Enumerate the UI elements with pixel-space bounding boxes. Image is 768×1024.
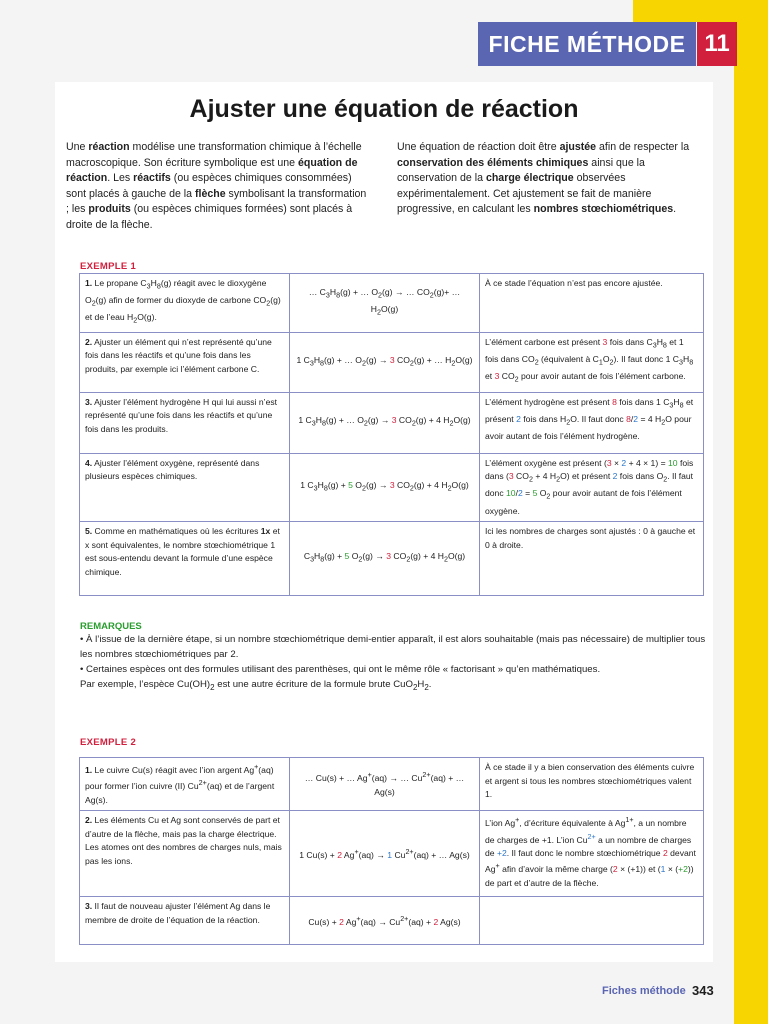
table-row — [80, 522, 704, 596]
equation-cell: Cu(s) + 2 $Ag^+(aq) \to Cu^{2+}(aq) + 2$ Ag(s) — [290, 897, 480, 945]
page-number: 343 — [692, 983, 714, 998]
fiche-number-badge: 11 — [697, 22, 737, 66]
yellow-side-band — [734, 0, 768, 1024]
table-row — [80, 758, 704, 811]
equation-cell: … Cu(s) + … Ag+(aq) → … $Cu^{2+}(aq)$ + … Ag(s) — [290, 758, 480, 811]
intro-right: Une équation de réaction doit être ajustée afin de respecter la conservation des éléments chimiques ainsi que la conservation de la charge électrique observées expérimentalement. Cet ajustement se fait de manière progressive, en calculant les nombres stœchiométriques. — [397, 141, 690, 215]
comment-cell: L’élément hydrogène est présent 8 fois dans 1 $C_3H_8$ et présent 2 fois dans $H_2O$. Il faut donc 8/2 = 4 $H_2O$ pour avoir autant de fois l’élément hydrogène. — [480, 392, 704, 453]
equation-cell: $C_3H_8(g) + 5$ $O_2(g) \to 3$ $CO_2(g) + 4$ $H_2O(g)$ — [290, 522, 480, 596]
step-cell: 1. Le cuivre Cu(s) réagit avec l’ion argent Ag+(aq) pour former l’ion cuivre (II) $Cu^{2+}(aq)$ et de l’argent Ag(s). — [80, 758, 290, 811]
equation-cell: 1 $C_3H_8(g) + 5$ $O_2(g) \to 3$ $CO_2(g) + 4$ $H_2O(g)$ — [290, 453, 480, 521]
remarks-title: REMARQUES — [80, 621, 142, 632]
step-cell: 2. Les éléments Cu et Ag sont conservés de part et d’autre de la flèche, mais pas la charge électrique. Les atomes ont des nombres de charges nuls, mais pas les ions. — [80, 811, 290, 897]
step-cell: 5. Comme en mathématiques où les écritures 1x et x sont équivalentes, le nombre stœchiométrique 1 est sous-entendu devant la formule d’une espèce chimique. — [80, 522, 290, 596]
comment-cell: À ce stade l’équation n’est pas encore ajustée. — [480, 274, 704, 333]
comment-cell: Ici les nombres de charges sont ajustés : 0 à gauche et 0 à droite. — [480, 522, 704, 596]
remarks-text: • À l’issue de la dernière étape, si un nombre stœchiométrique demi-entier apparaît, il est alors souhaitable (mais pas nécessaire) de multiplier tous les nombres stœchiométriques par 2. • Certaines espèces ont des formules utilisant des parenthèses, qui ont le même rôle « factorisant » qu’en mathématiques. Par exemple, l’espèce $Cu(OH)_2$ est une autre écriture de la formule brute $CuO_2H_2$. — [80, 634, 706, 692]
step-cell: 2. Ajuster un élément qui n’est représenté qu’une fois dans les réactifs et qu’une fois dans les produits, par exemple ici l’élément carbone C. — [80, 332, 290, 392]
comment-cell: L’élément oxygène est présent (3 × 2 + 4 × 1) = 10 fois dans (3 $CO_2 + 4$ $H_2O$) et présent 2 fois dans $O_2$. Il faut donc 10/2 = 5 $O_2$ pour avoir autant de fois l’élément oxygène. — [480, 453, 704, 521]
equation-cell: … $C_3H_8(g)$ + … $O_2(g)$ → … $CO_2(g)+$ … $H_2O(g)$ — [290, 274, 480, 333]
table-row — [80, 897, 704, 945]
table-row — [80, 332, 704, 392]
footer-section-label: Fiches méthode — [602, 985, 686, 997]
step-cell: 3. Il faut de nouveau ajuster l’élément Ag dans le membre de droite de l’équation de la réaction. — [80, 897, 290, 945]
step-cell: 1. Le propane $C_3H_8(g)$ réagit avec le dioxygène $O_2(g)$ afin de former du dioxyde de carbone $CO_2(g)$ et de l’eau $H_2O(g)$. — [80, 274, 290, 333]
table-row — [80, 274, 704, 333]
step-cell: 3. Ajuster l’élément hydrogène H qui lui aussi n’est représenté qu’une fois dans les réactifs et qu’une fois dans les produits. — [80, 392, 290, 453]
example2-label: EXEMPLE 2 — [80, 737, 137, 748]
example2-table — [79, 757, 704, 945]
table-row — [80, 392, 704, 453]
comment-cell: L’élément carbone est présent 3 fois dans $C_3H_8$ et 1 fois dans $CO_2$ (équivalent à $C_1O_2$). Il faut donc 1 $C_3H_8$ et 3 $CO_2$ pour avoir autant de fois l’élément carbone. — [480, 332, 704, 392]
comment-cell: À ce stade il y a bien conservation des éléments cuivre et argent si tous les nombres stœchiométriques valent 1. — [480, 758, 704, 811]
page-title: Ajuster une équation de réaction — [189, 95, 579, 123]
comment-cell: L’ion Ag+, d’écriture équivalente à $Ag^{1+}$, a un nombre de charges de +1. L’ion $Cu^{2+}$ a un nombre de charges de +2. Il faut donc le nombre stœchiométrique 2 devant Ag+ afin d’avoir la même charge (2 × (+1)) et (1 × (+2)) de part et d’autre de la flèche. — [480, 811, 704, 897]
comment-cell — [480, 897, 704, 945]
fiche-methode-tab: FICHE MÉTHODE — [478, 22, 696, 66]
example1-table — [79, 273, 704, 596]
example1-label: EXEMPLE 1 — [80, 261, 137, 272]
step-cell: 4. Ajuster l’élément oxygène, représenté dans plusieurs espèces chimiques. — [80, 453, 290, 521]
equation-cell: 1 $C_3H_8(g)$ + … $O_2(g) \to 3$ $CO_2(g)$ + … $H_2O(g)$ — [290, 332, 480, 392]
equation-cell: 1 Cu(s) + 2 Ag+(aq) → 1 $Cu^{2+}(aq)$ + … Ag(s) — [290, 811, 480, 897]
intro-left: Une réaction modélise une transformation chimique à l’échelle macroscopique. Son écriture symbolique est une équation de réaction. Les réactifs (ou espèces chimiques consommées) sont placés à gauche de la flèche symbolisant la transformation ; les produits (ou espèces chimiques formées) sont placés à droite de la flèche. — [66, 141, 367, 231]
table-row — [80, 811, 704, 897]
equation-cell: 1 $C_3H_8(g)$ + … $O_2(g) \to 3$ $CO_2(g) + 4$ $H_2O(g)$ — [290, 392, 480, 453]
table-row — [80, 453, 704, 521]
